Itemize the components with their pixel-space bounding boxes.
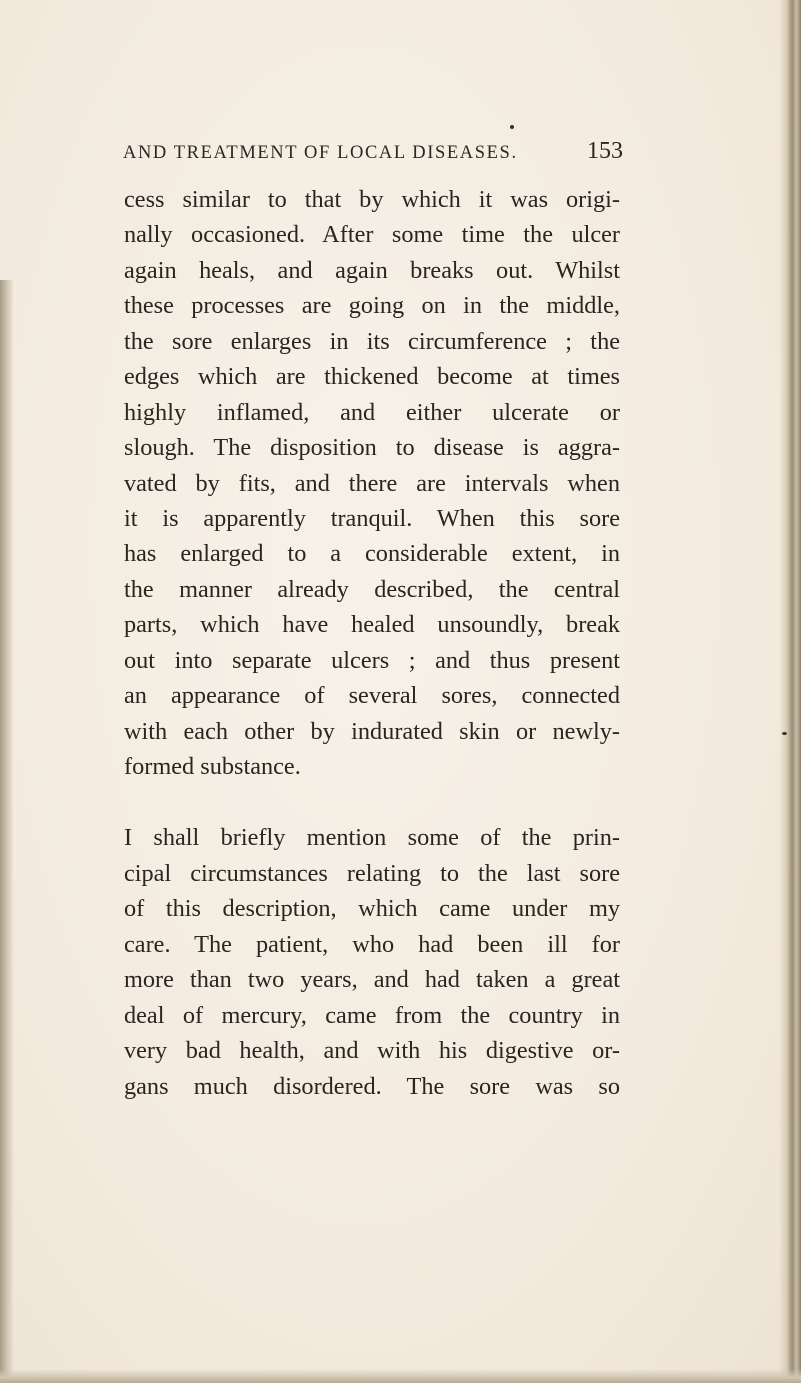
text-line: an appearance of several sores, connected	[124, 682, 620, 710]
page-right-edge-shadow	[779, 0, 801, 1383]
page-bottom-edge-shadow	[0, 1369, 801, 1383]
text-line: vated by fits, and there are intervals when	[124, 469, 620, 497]
paragraph-1	[124, 182, 620, 784]
text-line: it is apparently tranquil. When this sore	[124, 504, 620, 532]
text-line: cess similar to that by which it was origi-	[124, 186, 620, 213]
ink-speck	[510, 125, 514, 129]
text-line: the sore enlarges in its circumference ; the	[124, 327, 620, 355]
text-line: highly inflamed, and either ulcerate or	[124, 398, 620, 426]
text-line: care. The patient, who had been ill for	[124, 930, 620, 958]
page-number: 153	[587, 138, 623, 164]
paragraph-gap	[124, 784, 620, 820]
text-line: formed substance.	[124, 753, 301, 780]
text-line: I shall briefly mention some of the prin-	[124, 824, 620, 852]
text-line: again heals, and again breaks out. Whilst	[124, 256, 620, 284]
text-line: edges which are thickened become at times	[124, 363, 620, 391]
text-line: with each other by indurated skin or newly-	[124, 717, 620, 745]
text-line: slough. The disposition to disease is aggra-	[124, 434, 620, 462]
text-line: parts, which have healed unsoundly, break	[124, 611, 620, 639]
text-line: the manner already described, the central	[124, 575, 620, 603]
text-line: very bad health, and with his digestive or-	[124, 1037, 620, 1065]
text-line: deal of mercury, came from the country in	[124, 1001, 620, 1029]
ink-speck	[782, 732, 787, 735]
text-line: gans much disordered. The sore was so	[124, 1072, 620, 1100]
text-line: more than two years, and had taken a great	[124, 966, 620, 994]
paragraph-2	[124, 820, 620, 1104]
text-line: nally occasioned. After some time the ulcer	[124, 221, 620, 249]
body-text	[124, 182, 620, 1104]
text-line: out into separate ulcers ; and thus present	[124, 646, 620, 674]
running-header	[123, 138, 623, 168]
text-line: cipal circumstances relating to the last sore	[124, 859, 620, 887]
text-line: these processes are going on in the middle,	[124, 292, 620, 320]
text-line: of this description, which came under my	[124, 895, 620, 923]
running-head-title: AND TREATMENT OF LOCAL DISEASES.	[123, 143, 518, 163]
text-line: has enlarged to a considerable extent, in	[124, 540, 620, 568]
page-left-edge-shadow	[0, 280, 14, 1383]
